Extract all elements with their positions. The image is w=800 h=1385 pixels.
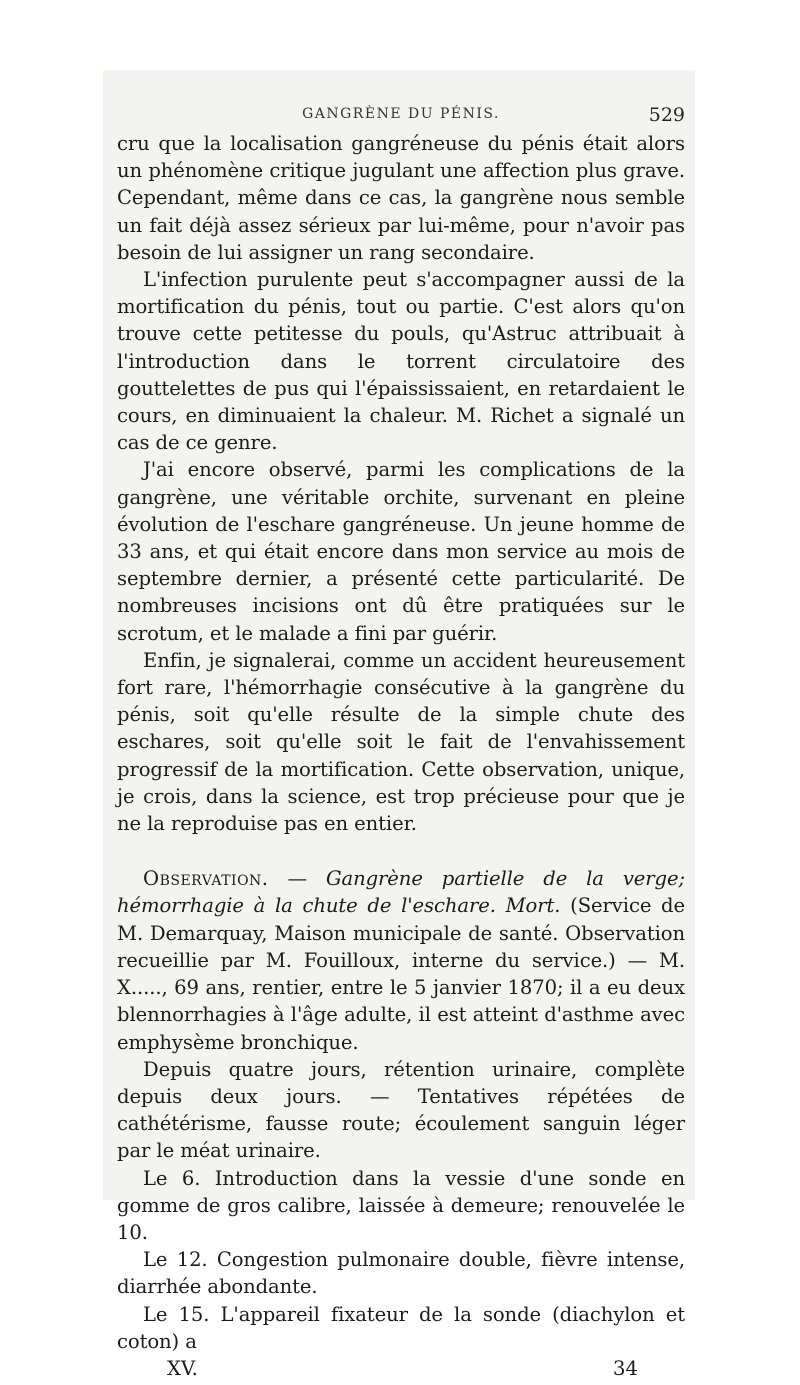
- observation-paragraph-le-12: Le 12. Congestion pulmonaire double, fièvre intense, diarrhée abondante.: [117, 1248, 685, 1299]
- observation-paragraph-le-15: Le 15. L'appareil fixateur de la sonde (diachylon et coton) a: [117, 1302, 685, 1353]
- observation-title: Gangrène partielle de la verge; hémorrhagie à la chute de l'eschare. Mort.: [117, 867, 685, 918]
- observation-paragraph-retention: Depuis quatre jours, rétention urinaire, complète depuis deux jours. — Tentatives répétées de cathétérisme, fausse route; écoulement sanguin léger par le méat urinaire.: [117, 1057, 685, 1163]
- gathering-number: 34: [613, 1356, 638, 1380]
- observation-paragraph-le-6: Le 6. Introduction dans la vessie d'une sonde en gomme de gros calibre, laissée à demeure; renouvelée le 10.: [117, 1166, 685, 1244]
- page-number: 529: [648, 104, 685, 126]
- paragraph-hemorrhagie: Enfin, je signalerai, comme un accident heureusement fort rare, l'hémorrhagie consécutive à la gangrène du pénis, soit qu'elle résulte de la simple chute des eschares, soit qu'elle soit le fait de l'envahissement progressif de la mortification. Cette observation, unique, je crois, dans la science, est trop précieuse pour que je ne la reproduise pas en entier.: [117, 648, 685, 836]
- page-content: [117, 100, 685, 1385]
- paragraph-continuation: cru que la localisation gangréneuse du pénis était alors un phénomène critique jugulant une affection plus grave. Cependant, même dans ce cas, la gangrène nous semble un fait déjà assez sérieux par lui-même, pour n'avoir pas besoin de lui assigner un rang secondaire.: [117, 132, 685, 264]
- observation-dash: —: [268, 867, 326, 891]
- observation-heading: [117, 865, 685, 1055]
- observation-intro: (Service de M. Demarquay, Maison municipale de santé. Observation recueillie par M. Fouilloux, interne du service.) — M. X....., 69 ans, rentier, entre le 5 janvier 1870; il a eu deux blennorrhagies à l'âge adulte, il est atteint d'asthme avec emphysème bronchique.: [117, 894, 685, 1054]
- signature-mark: XV.: [167, 1356, 198, 1380]
- paragraph-infection-purulente: L'infection purulente peut s'accompagner aussi de la mortification du pénis, tout ou partie. C'est alors qu'on trouve cette petitesse du pouls, qu'Astruc attribuait à l'introduction dans le torrent circulatoire des gouttelettes de pus qui l'épaississaient, en retardaient le cours, en diminuaient la chaleur. M. Richet a signalé un cas de ce genre.: [117, 268, 685, 455]
- observation-label: Observation.: [143, 867, 269, 891]
- paragraph-orchite: J'ai encore observé, parmi les complications de la gangrène, une véritable orchite, survenant en pleine évolution de l'eschare gangréneuse. Un jeune homme de 33 ans, et qui était encore dans mon service au mois de septembre dernier, a présenté cette particularité. De nombreuses incisions ont dû être pratiquées sur le scrotum, et le malade a fini par guérir.: [117, 458, 685, 645]
- page-footer: [117, 1357, 685, 1385]
- running-head: [117, 100, 685, 130]
- running-title: GANGRÈNE DU PÉNIS.: [302, 106, 500, 122]
